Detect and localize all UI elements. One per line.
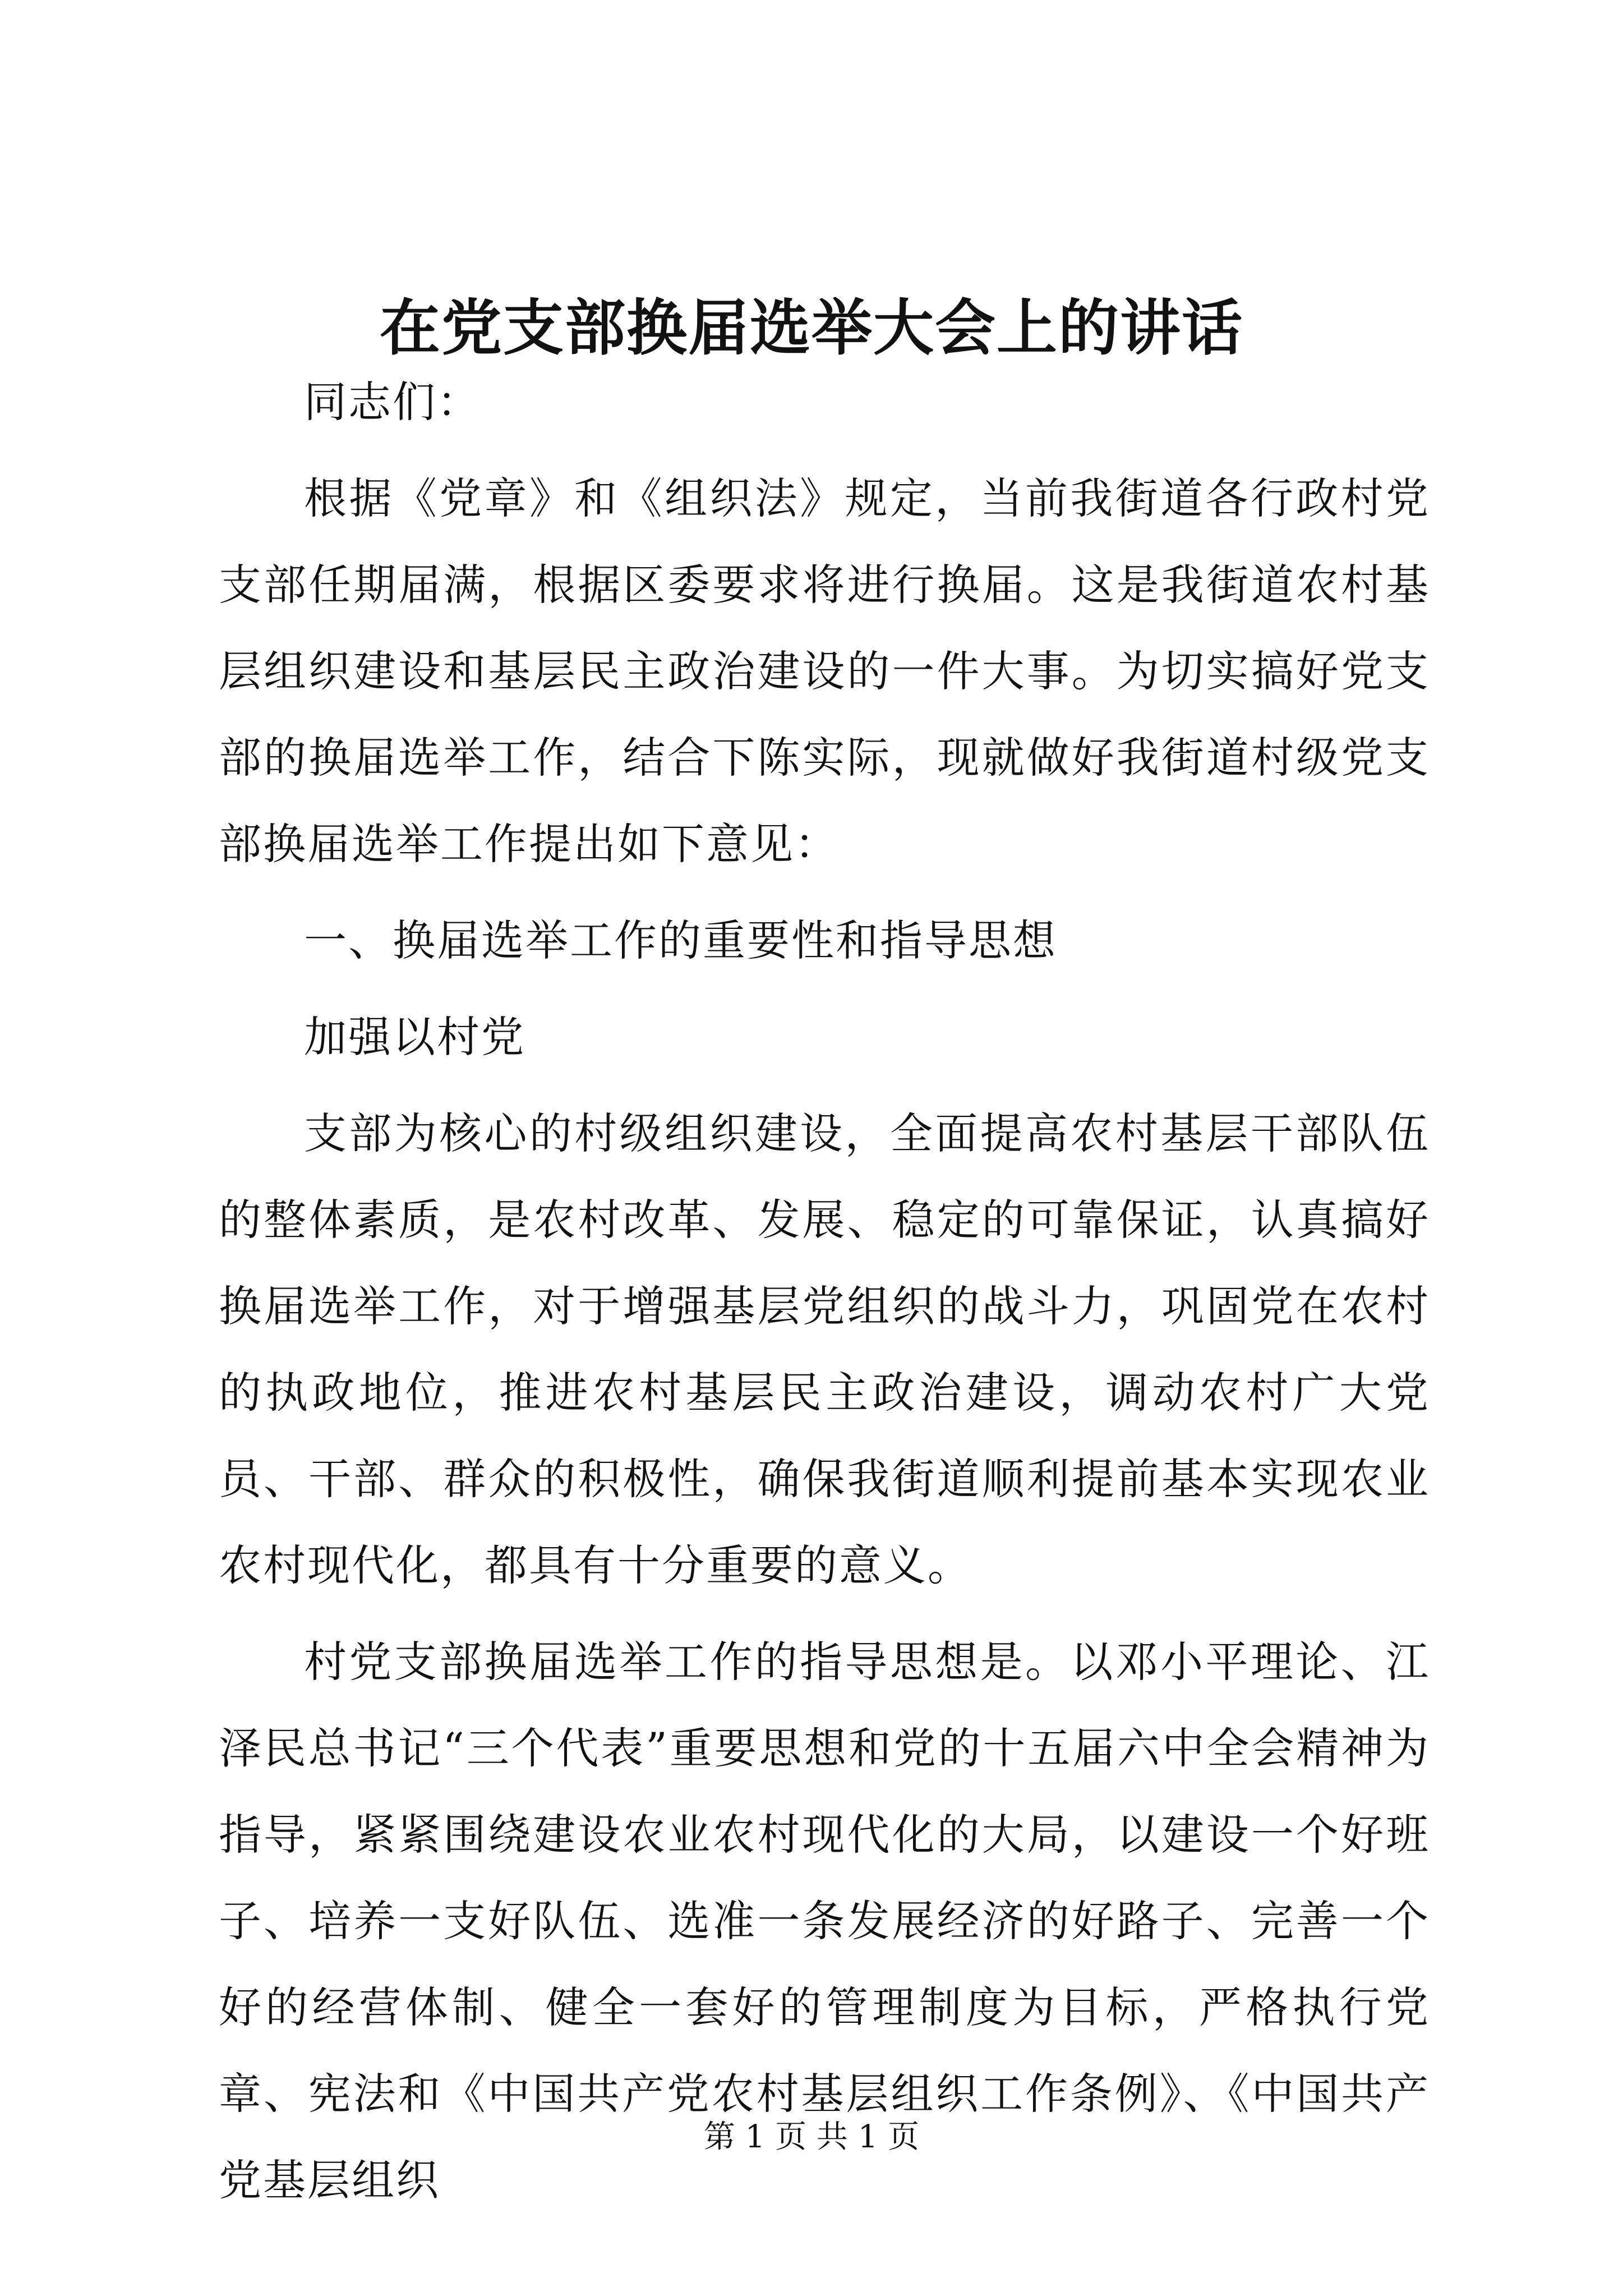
- section-heading: 一、换届选举工作的重要性和指导思想: [304, 915, 1057, 965]
- page-footer: 第 1 页 共 1 页: [703, 2119, 920, 2155]
- salutation-paragraph: 同志们：: [304, 377, 481, 427]
- document-title: 在党支部换届选举大会上的讲话: [379, 293, 1243, 364]
- body-paragraph: 根据《党章》和《组织法》规定，当前我街道各行政村党支部任期届满，根据区委要求将进行换届。这是我街道农村基层组织建设和基层民主政治建设的一件大事。为切实搞好党支部的换届选举工作，结合下陈实际，现就做好我街道村级党支部换届选举工作提出如下意见：: [219, 473, 1430, 869]
- body-paragraph: 村党支部换届选举工作的指导思想是。以邓小平理论、江泽民总书记“三个代表”重要思想和党的十五届六中全会精神为指导，紧紧围绕建设农业农村现代化的大局，以建设一个好班子、培养一支好队伍、选准一条发展经济的好路子、完善一个好的经营体制、健全一套好的管理制度为目标，严格执行党章、宪法和《中国共产党农村基层组织工作条例》、《中国共产党基层组织: [219, 1637, 1430, 2205]
- body-paragraph: 加强以村党: [304, 1012, 525, 1062]
- document-body: [219, 359, 1430, 2224]
- body-paragraph: 支部为核心的村级组织建设，全面提高农村基层干部队伍的整体素质，是农村改革、发展、稳定的可靠保证，认真搞好换届选举工作，对于增强基层党组织的战斗力，巩固党在农村的执政地位，推进农村基层民主政治建设，调动农村广大党员、干部、群众的积极性，确保我街道顺利提前基本实现农业农村现代化，都具有十分重要的意义。: [219, 1108, 1430, 1590]
